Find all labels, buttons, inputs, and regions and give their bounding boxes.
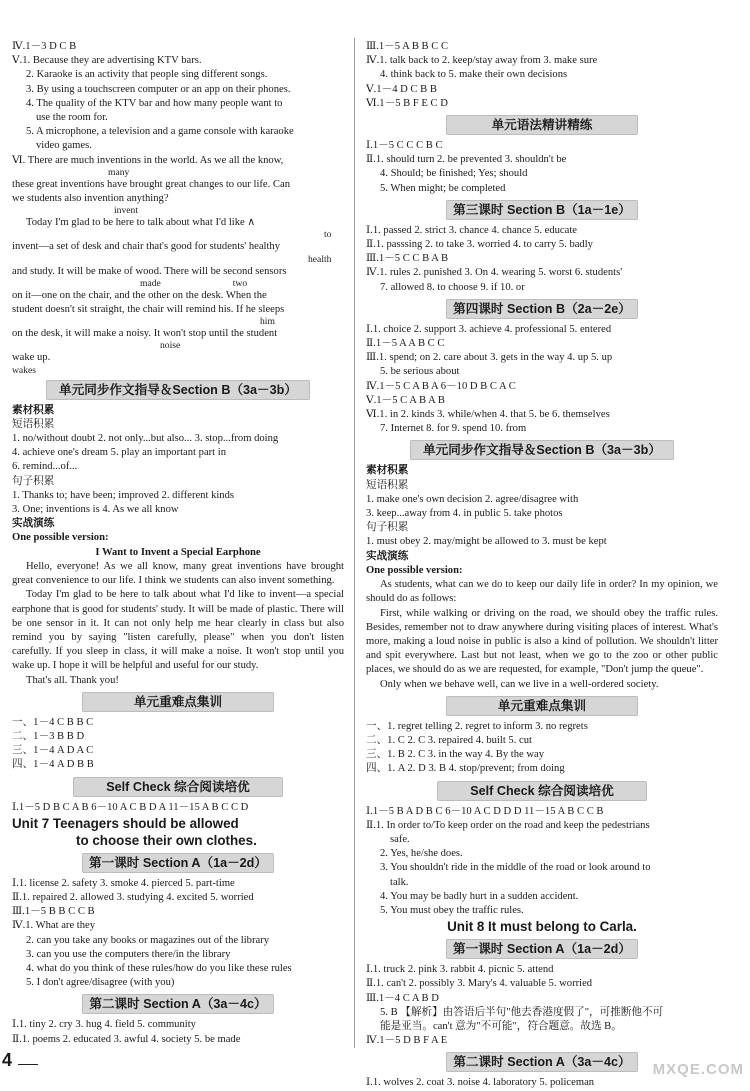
answer-line: 1. Thanks to; have been; improved 2. different kinds [12, 489, 235, 501]
left-block6 [12, 1018, 344, 1046]
left-block3 [12, 716, 344, 773]
answer-line: Ⅱ.1. passsing 2. to take 3. worried 4. to carry 5. badly [366, 239, 593, 251]
correction-note: noise [160, 341, 181, 352]
passage-line: Ⅵ. There are much inventions in the world. As we all the know, [12, 154, 284, 166]
answer-line: Ⅱ.1. repaired 2. allowed 3. studying 4. excited 5. worried [12, 891, 254, 903]
answer-line: 5. I don't agree/disagree (with you) [26, 977, 175, 989]
answer-line: 3. keep...away from 4. in public 5. take photos [366, 508, 563, 520]
answer-line: 5. be serious about [380, 366, 460, 378]
answer-line: 2. Karaoke is an activity that people sing different songs. [26, 69, 268, 81]
essay [12, 560, 344, 688]
answer-line: Ⅳ.1. What are they [12, 920, 96, 932]
answer-line: Ⅳ.1－5 D B F A E [366, 1035, 448, 1047]
answer-line: Ⅰ.1－5 D B C A B 6－10 A C B D A 11－15 A B C C D [12, 801, 249, 813]
answer-line: Ⅲ.1－5 C C B A B [366, 253, 449, 265]
answer-line: 4. The quality of the KTV bar and how many people want to [26, 97, 283, 109]
answer-line: 4. what do you think of these rules/how do you like these rules [26, 962, 292, 974]
answer-line: Ⅰ.1－5 C C C B C [366, 140, 443, 152]
answer-line: 4. think back to 5. make their own decisions [380, 69, 568, 81]
passage-line: on the desk, it will make a noisy. It won't stop until the student [12, 328, 278, 340]
correction-note: many [108, 167, 130, 178]
answer-line: 1. no/without doubt 2. not only...but also... 3. stop...from doing [12, 433, 279, 445]
answer-line: video games. [36, 140, 92, 152]
right-block2 [366, 139, 718, 196]
right-block4 [366, 323, 718, 437]
answer-line: Ⅰ.1. license 2. safety 3. smoke 4. pierced 5. part-time [12, 877, 235, 889]
essay-paragraph: That's all. Thank you! [26, 674, 119, 686]
answer-line: 3. By using a touchscreen computer or an app on their phones. [26, 83, 291, 95]
answer-line: 三、1. B 2. C 3. in the way 4. By the way [366, 749, 545, 761]
answer-line: Ⅲ.1－4 C A B D [366, 992, 439, 1004]
section-header-key-points: 单元重难点集训 [446, 696, 638, 716]
correction-note: him [260, 317, 275, 328]
answer-line: 能是亚当。can't 意为"不可能"，符合题意。故选 B。 [380, 1020, 622, 1032]
right-column [366, 40, 718, 1091]
subheading: 短语积累 [12, 418, 55, 430]
essay-paragraph: First, while walking or driving on the road, we should obey the traffic rules. Besides, remember not to draw anywhere during visiting places of interest. What's more, making a loud noise in public is also a kind of pollution. We shouldn't litter and spit everywhere. Last but not least, when we go to the zoo or other public places, we should do as we are requested, for example, "Don't jump the queue". [366, 607, 718, 676]
right-block5 [366, 464, 718, 578]
section-header-lesson3: 第三课时 Section B（1a－1e） [446, 200, 638, 220]
answer-line: Ⅰ.1. passed 2. strict 3. chance 4. chance 5. educate [366, 224, 577, 236]
answer-line: 3. You shouldn't ride in the middle of the road or look around to [380, 862, 651, 874]
error-correction-passage [12, 154, 344, 376]
section-header-writing: 单元同步作文指导＆Section B（3a－3b） [410, 440, 674, 460]
unit8-title: Unit 8 It must belong to Carla. [447, 919, 637, 935]
answer-line: Ⅱ.1. In order to/To keep order on the road and keep the pedestrians [366, 819, 650, 831]
unit-title-line: Unit 7 Teenagers should be allowed [12, 815, 239, 831]
answer-line: 2. can you take any books or magazines out of the library [26, 934, 269, 946]
answer-line: Ⅳ.1. talk back to 2. keep/stay away from 3. make sure [366, 55, 598, 67]
passage-line: invent—a set of desk and chair that's good for students' healthy [12, 241, 281, 253]
subheading: 实战演练 [366, 550, 409, 562]
answer-line: Ⅲ.1. spend; on 2. care about 3. gets in the way 4. up 5. up [366, 352, 613, 364]
answer-line: Ⅰ.1－5 B A D B C 6－10 A C D D D 11－15 A B C C B [366, 805, 604, 817]
subheading: 素材积累 [366, 465, 409, 477]
answer-line: 二、1. C 2. C 3. repaired 4. built 5. cut [366, 734, 532, 746]
answer-line: Ⅱ.1. can't 2. possibly 3. Mary's 4. valuable 5. worried [366, 978, 593, 990]
answer-line: 一、1. regret telling 2. regret to inform 3. no regrets [366, 720, 588, 732]
answer-line: 二、1－3 B B D [12, 730, 85, 742]
essay-paragraph: Only when we behave well, can we live in a well-ordered society. [380, 678, 659, 690]
left-block2 [12, 404, 344, 546]
left-block1 [12, 40, 344, 154]
essay [366, 578, 718, 692]
answer-line: Ⅰ.1. tiny 2. cry 3. hug 4. field 5. community [12, 1019, 196, 1031]
section-header-self-check: Self Check 综合阅读培优 [73, 777, 283, 797]
section-header-self-check: Self Check 综合阅读培优 [437, 781, 647, 801]
answer-line: use the room for. [36, 112, 108, 124]
left-block5 [12, 877, 344, 991]
answer-line: Ⅳ.1－3 D C B [12, 41, 77, 52]
passage-line: these great inventions have brought great changes to our life. Can [12, 178, 290, 190]
answer-line: 7. allowed 8. to choose 9. if 10. or [380, 281, 525, 293]
subheading: One possible version: [366, 564, 463, 576]
answer-line: Ⅴ.1. Because they are advertising KTV bars. [12, 55, 202, 67]
answer-line: 2. Yes, he/she does. [380, 848, 463, 860]
essay-title: I Want to Invent a Special Earphone [95, 546, 261, 558]
passage-line: and study. It will be make of wood. There will be second sensors [12, 265, 287, 277]
answer-line: Ⅳ.1－5 C A B A 6－10 D B C A C [366, 380, 516, 392]
essay-paragraph: As students, what can we do to keep our daily life in order? In my opinion, we should do as follows: [366, 579, 718, 605]
answer-line: Ⅲ.1－5 A B B C C [366, 41, 449, 52]
answer-line: 6. remind...of... [12, 461, 78, 473]
answer-line: 四、1－4 A D B B [12, 759, 94, 771]
right-block6 [366, 720, 718, 777]
answer-line: Ⅱ.1. should turn 2. be prevented 3. shouldn't be [366, 154, 567, 166]
answer-line: 4. You may be badly hurt in a sudden accident. [380, 890, 579, 902]
right-block7 [366, 805, 718, 919]
answer-line: Ⅵ.1－5 B F E C D [366, 97, 448, 109]
answer-line: Ⅴ.1－5 C A B A B [366, 394, 445, 406]
answer-line: Ⅴ.1－4 D C B B [366, 83, 437, 95]
passage-line: on it—one on the chair, and the other on the desk. When the [12, 289, 267, 301]
answer-line: 5. B 【解析】由答语后半句"他去香港度假了"，可推断他不可 [380, 1006, 664, 1018]
subheading: 句子积累 [366, 522, 409, 534]
answer-line: 3. One; inventions is 4. As we all know [12, 504, 179, 516]
answer-line: Ⅱ.1－5 A A B C C [366, 338, 445, 350]
answer-line: Ⅰ.1. wolves 2. coat 3. noise 4. laboratory 5. policeman [366, 1077, 595, 1089]
section-header-lesson4: 第四课时 Section B（2a－2e） [446, 299, 638, 319]
section-header-grammar: 单元语法精讲精练 [446, 115, 638, 135]
left-column [12, 40, 344, 1047]
section-header-lesson1: 第一课时 Section A（1a－2d） [82, 853, 274, 873]
passage-line: wake up. [12, 352, 51, 364]
page-number-rule [18, 1064, 38, 1065]
watermark-text: MXQE.COM [652, 1061, 744, 1078]
correction-note: to [324, 230, 332, 241]
answer-line: 四、1. A 2. D 3. B 4. stop/prevent; from doing [366, 763, 565, 775]
answer-line: 1. must obey 2. may/might be allowed to 3. must be kept [366, 536, 607, 548]
answer-line: Ⅲ.1－5 B B C C B [12, 906, 95, 918]
subheading: 句子积累 [12, 475, 55, 487]
passage-line: Today I'm glad to be here to talk about what I'd like ∧ [26, 217, 256, 229]
subheading: 素材积累 [12, 404, 55, 416]
right-block8 [366, 963, 718, 1048]
essay-paragraph: Hello, everyone! As we all know, many great inventions have brought great convenience to our life. I think we students can also invent something. [12, 560, 344, 587]
passage-line: we students also invention anything? [12, 193, 169, 205]
answer-line: 三、1－4 A D A C [12, 745, 94, 757]
answer-line: 7. Internet 8. for 9. spend 10. from [380, 423, 527, 435]
section-header-lesson2: 第二课时 Section A（3a－4c） [446, 1052, 638, 1072]
answer-line: Ⅰ.1. truck 2. pink 3. rabbit 4. picnic 5. attend [366, 964, 554, 976]
correction-note: invent [114, 206, 138, 217]
section-header-writing: 单元同步作文指导＆Section B（3a－3b） [46, 380, 310, 400]
section-header-lesson1: 第一课时 Section A（1a－2d） [446, 939, 638, 959]
answer-line: safe. [390, 833, 410, 845]
unit-title-line: to choose their own clothes. [76, 832, 257, 848]
subheading: One possible version: [12, 532, 109, 544]
answer-line: 4. achieve one's dream 5. play an important part in [12, 447, 227, 459]
answer-line: Ⅰ.1. choice 2. support 3. achieve 4. professional 5. entered [366, 323, 612, 335]
right-block3 [366, 224, 718, 295]
answer-line: 3. can you use the computers there/in the library [26, 948, 231, 960]
answer-line: 1. make one's own decision 2. agree/disagree with [366, 493, 579, 505]
correction-note: health [308, 254, 332, 265]
right-block1 [366, 40, 718, 111]
subheading: 实战演练 [12, 518, 55, 530]
answer-line: 4. Should; be finished; Yes; should [380, 168, 528, 180]
subheading: 短语积累 [366, 479, 409, 491]
correction-note: made two [140, 278, 248, 289]
correction-note: wakes [12, 365, 36, 376]
passage-line: student doesn't sit straight, the chair will remind his. If he sleeps [12, 304, 285, 316]
section-header-key-points: 单元重难点集训 [82, 692, 274, 712]
answer-line: Ⅱ.1. poems 2. educated 3. awful 4. society 5. be made [12, 1033, 241, 1045]
section-header-lesson2: 第二课时 Section A（3a－4c） [82, 994, 274, 1014]
unit7-title [12, 815, 344, 849]
answer-line: talk. [390, 876, 409, 888]
essay-paragraph: Today I'm glad to be here to talk about what I'd like to invent—a special earphone that is good for students' study. It will be made of plastic. There will be one sensor in it. It can not only help me hear clearly in class but also remind you by saying "listen carefully, please" when you don't listen carefully. If you sleep in class, it will make a noise. It won't stop until you wake up. I hope it will be helpful and useful for our study. [12, 589, 344, 672]
column-divider [354, 38, 355, 1048]
page-number: 4 [2, 1050, 13, 1070]
answer-line: 5. You must obey the traffic rules. [380, 904, 524, 916]
answer-line: 一、1－4 C B B C [12, 716, 94, 728]
answer-line: 5. When might; be completed [380, 182, 506, 194]
answer-line: Ⅳ.1. rules 2. punished 3. On 4. wearing 5. worst 6. students' [366, 267, 623, 279]
answer-line: 5. A microphone, a television and a game console with karaoke [26, 126, 294, 138]
answer-line: Ⅵ.1. in 2. kinds 3. while/when 4. that 5. be 6. themselves [366, 409, 610, 421]
